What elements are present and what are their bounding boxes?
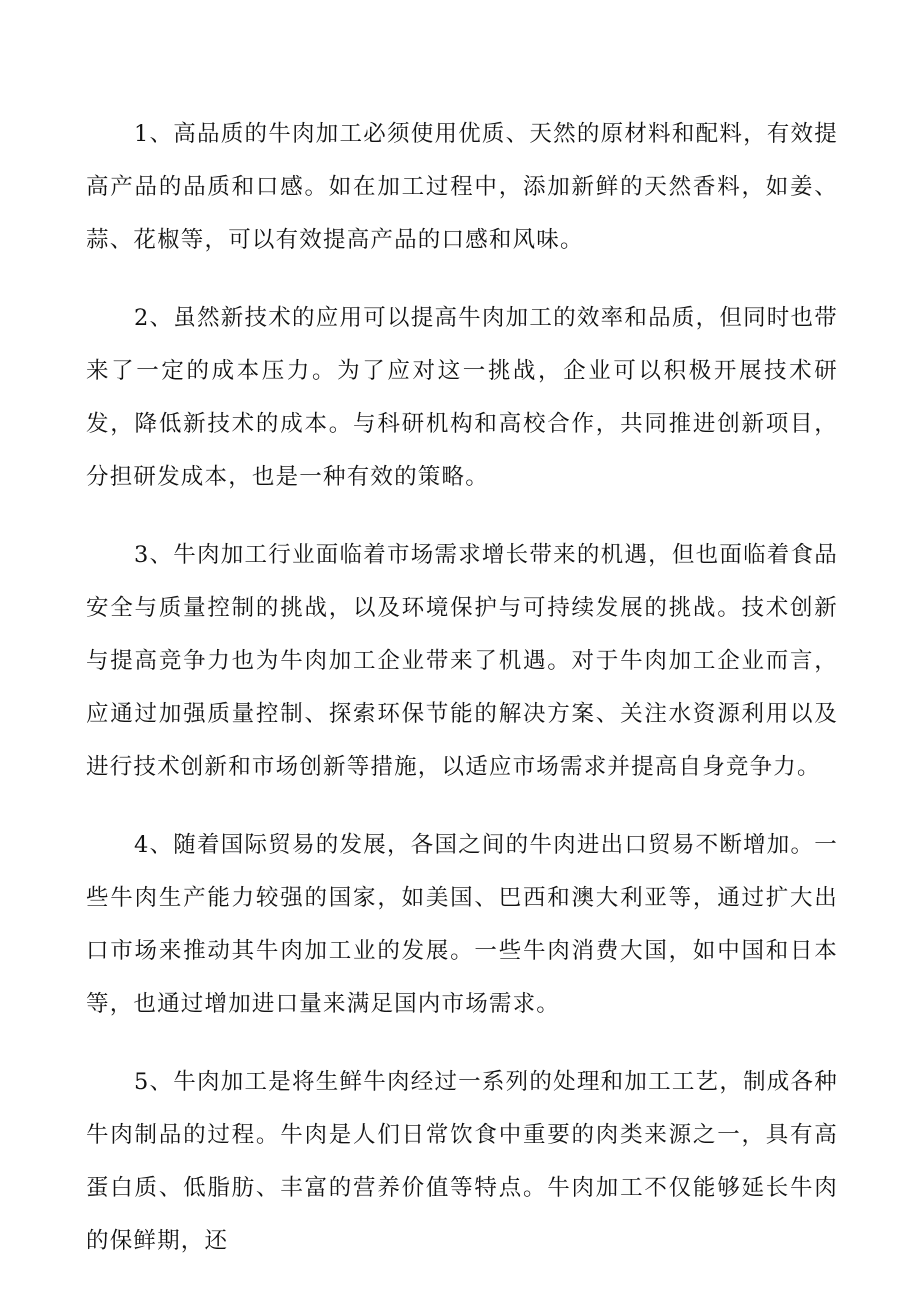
paragraph-4: 4、随着国际贸易的发展，各国之间的牛肉进出口贸易不断增加。一些牛肉生产能力较强的国家，如美国、巴西和澳大利亚等，通过扩大出口市场来推动其牛肉加工业的发展。一些牛肉消费大国，如中国和日本等，也通过增加进口量来满足国内市场需求。 (86, 832, 838, 1017)
paragraph-2: 2、虽然新技术的应用可以提高牛肉加工的效率和品质，但同时也带来了一定的成本压力。为了应对这一挑战，企业可以积极开展技术研发，降低新技术的成本。与科研机构和高校合作，共同推进创新项目，分担研发成本，也是一种有效的策略。 (86, 305, 838, 490)
paragraph-5: 5、牛肉加工是将生鲜牛肉经过一系列的处理和加工工艺，制成各种牛肉制品的过程。牛肉是人们日常饮食中重要的肉类来源之一，具有高蛋白质、低脂肪、丰富的营养价值等特点。牛肉加工不仅能够延长牛肉的保鲜期，还 (86, 1069, 838, 1254)
paragraph-1: 1、高品质的牛肉加工必须使用优质、天然的原材料和配料，有效提高产品的品质和口感。如在加工过程中，添加新鲜的天然香料，如姜、蒜、花椒等，可以有效提高产品的口感和风味。 (86, 121, 838, 253)
paragraph-3: 3、牛肉加工行业面临着市场需求增长带来的机遇，但也面临着食品安全与质量控制的挑战，以及环境保护与可持续发展的挑战。技术创新与提高竞争力也为牛肉加工企业带来了机遇。对于牛肉加工企业而言，应通过加强质量控制、探索环保节能的解决方案、关注水资源利用以及进行技术创新和市场创新等措施，以适应市场需求并提高自身竞争力。 (86, 542, 838, 780)
document-body (86, 108, 838, 1293)
